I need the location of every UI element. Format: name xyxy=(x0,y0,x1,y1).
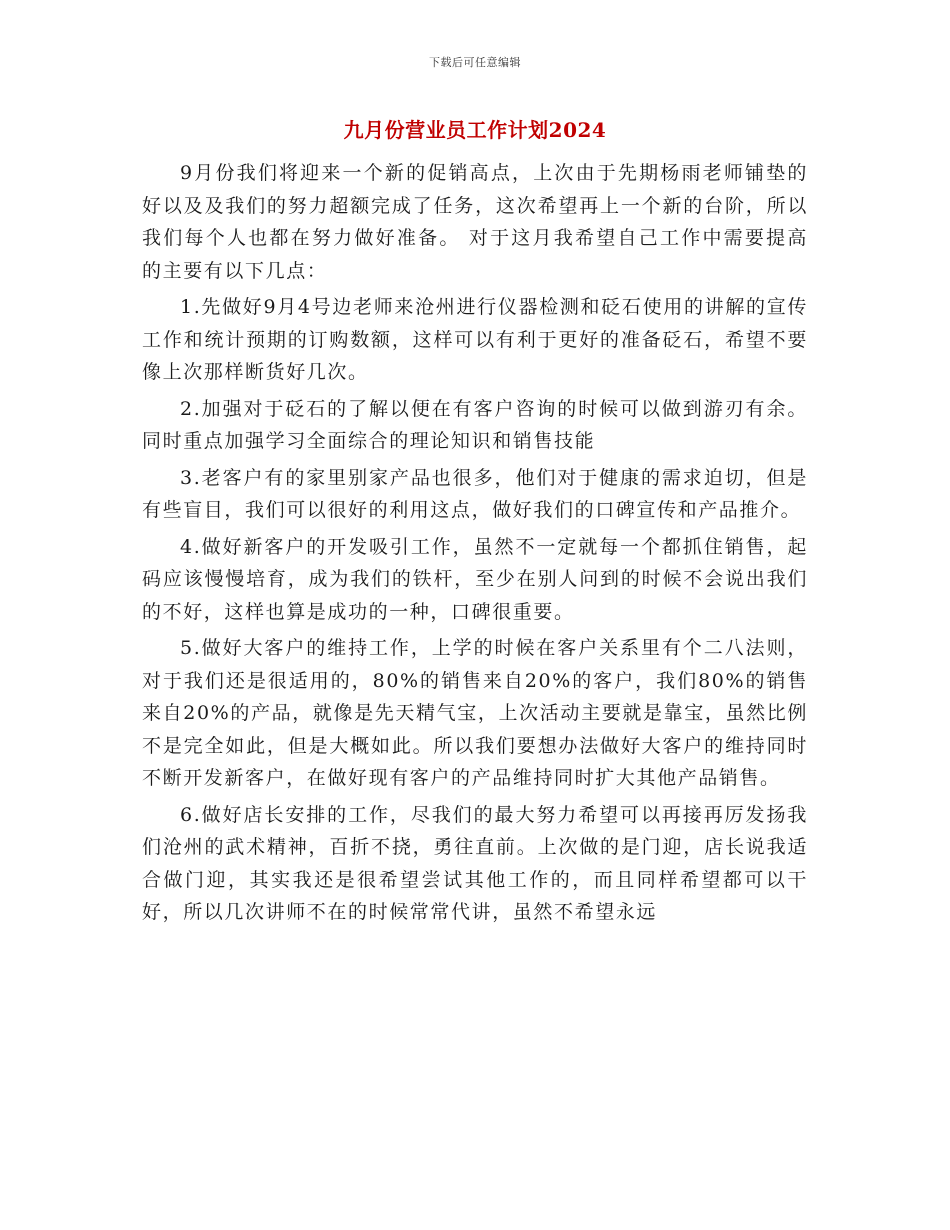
point-1-paragraph: 1.先做好9月4号边老师来沧州进行仪器检测和砭石使用的讲解的宣传工作和统计预期的订购数额，这样可以有利于更好的准备砭石，希望不要像上次那样断货好几次。 xyxy=(142,296,808,383)
point-5-paragraph: 5.做好大客户的维持工作，上学的时候在客户关系里有个二八法则，对于我们还是很适用的，80%的销售来自20%的客户，我们80%的销售来自20%的产品，就像是先天精气宝，上次活动主要就是靠宝，虽然比例不是完全如此，但是大概如此。所以我们要想办法做好大客户的维持同时不断开发新客户，在做好现有客户的产品维持同时扩大其他产品销售。 xyxy=(142,637,808,789)
document-body xyxy=(142,157,808,933)
intro-paragraph: 9月份我们将迎来一个新的促销高点，上次由于先期杨雨老师铺垫的好以及及我们的努力超额完成了任务，这次希望再上一个新的台阶，所以我们每个人也都在努力做好准备。 对于这月我希望自己工作中需要提高的主要有以下几点： xyxy=(142,162,808,282)
header-note: 下载后可任意编辑 xyxy=(429,56,521,69)
point-3-paragraph: 3.老客户有的家里别家产品也很多，他们对于健康的需求迫切，但是有些盲目，我们可以很好的利用这点，做好我们的口碑宣传和产品推介。 xyxy=(142,466,808,521)
point-4-paragraph: 4.做好新客户的开发吸引工作，虽然不一定就每一个都抓住销售，起码应该慢慢培育，成为我们的铁杆，至少在别人问到的时候不会说出我们的不好，这样也算是成功的一种，口碑很重要。 xyxy=(142,535,808,623)
document-title: 九月份营业员工作计划2024 xyxy=(343,118,607,142)
point-6-paragraph: 6.做好店长安排的工作，尽我们的最大努力希望可以再接再厉发扬我们沧州的武术精神，百折不挠，勇往直前。上次做的是门迎，店长说我适合做门迎，其实我还是很希望尝试其他工作的，而且同样希望都可以干好，所以几次讲师不在的时候常常代讲，虽然不希望永远 xyxy=(142,803,808,923)
point-2-paragraph: 2.加强对于砭石的了解以便在有客户咨询的时候可以做到游刃有余。同时重点加强学习全面综合的理论知识和销售技能 xyxy=(142,397,808,452)
